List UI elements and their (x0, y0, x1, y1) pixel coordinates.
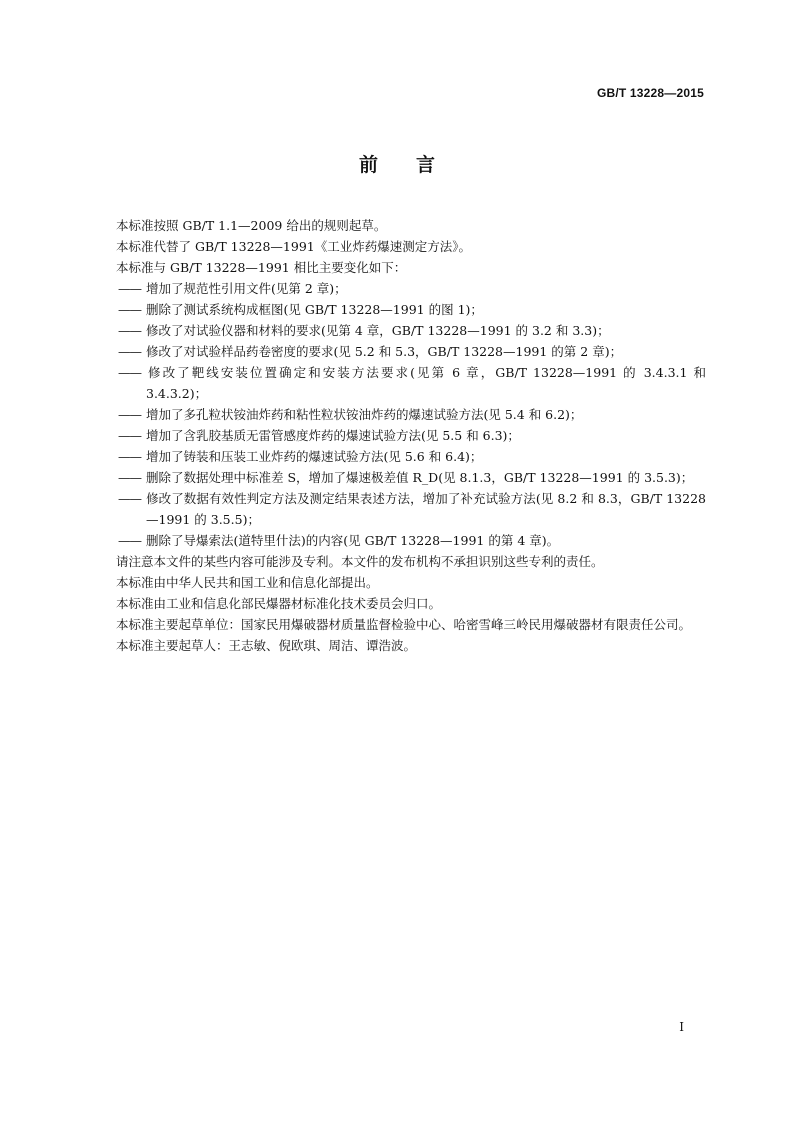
change-item-text: 删除了数据处理中标准差 S，增加了爆速极差值 R_D(见 8.1.3，GB/T 13228—1991 的 3.5.3)； (146, 470, 694, 485)
change-item (90, 341, 706, 362)
paragraph-changes-intro: 本标准与 GB/T 13228—1991 相比主要变化如下： (116, 260, 407, 275)
change-item (90, 320, 706, 341)
dash-marker: —— (118, 449, 141, 464)
dash-marker: —— (118, 428, 141, 443)
change-item (90, 362, 706, 404)
change-item (90, 425, 706, 446)
paragraph-centralized-by: 本标准由工业和信息化部民爆器材标准化技术委员会归口。 (116, 596, 442, 611)
change-item (90, 488, 706, 530)
page-title (0, 150, 794, 177)
paragraph-drafting-rules: 本标准按照 GB/T 1.1—2009 给出的规则起草。 (116, 218, 387, 233)
paragraph-drafting-units: 本标准主要起草单位：国家民用爆破器材质量监督检验中心、哈密雪峰三岭民用爆破器材有限责任公司。 (116, 617, 692, 632)
change-item (90, 278, 706, 299)
standard-number: GB/T 13228—2015 (596, 86, 704, 100)
change-item-text: 增加了铸装和压装工业炸药的爆速试验方法(见 5.6 和 6.4)； (146, 449, 483, 464)
change-item (90, 446, 706, 467)
change-item (90, 404, 706, 425)
page-number: I (679, 1020, 684, 1034)
page-title-char-1: 前 (358, 154, 378, 176)
dash-marker: —— (118, 323, 141, 338)
change-item (90, 299, 706, 320)
change-item-text: 删除了导爆索法(道特里什法)的内容(见 GB/T 13228—1991 的第 4 章)。 (146, 533, 560, 548)
change-item-text: 修改了数据有效性判定方法及测定结果表述方法，增加了补充试验方法(见 8.2 和 8.3，GB/T 13228—1991 的 3.5.5)； (146, 491, 706, 527)
change-item-text: 修改了靶线安装位置确定和安装方法要求(见第 6 章，GB/T 13228—1991 的 3.4.3.1 和 3.4.3.2)； (146, 365, 706, 401)
change-item-text: 修改了对试验样品药卷密度的要求(见 5.2 和 5.3，GB/T 13228—1991 的第 2 章)； (146, 344, 623, 359)
change-item-text: 增加了含乳胶基质无雷管感度炸药的爆速试验方法(见 5.5 和 6.3)； (146, 428, 520, 443)
change-item-text: 增加了规范性引用文件(见第 2 章)； (146, 281, 347, 296)
change-item-text: 增加了多孔粒状铵油炸药和粘性粒状铵油炸药的爆速试验方法(见 5.4 和 6.2)； (146, 407, 583, 422)
change-item-text: 删除了测试系统构成框图(见 GB/T 13228—1991 的图 1)； (146, 302, 483, 317)
dash-marker: —— (118, 470, 141, 485)
change-item (90, 467, 706, 488)
change-item-text: 修改了对试验仪器和材料的要求(见第 4 章，GB/T 13228—1991 的 3.2 和 3.3)； (146, 323, 610, 338)
paragraph-drafters: 本标准主要起草人：王志敏、倪欧琪、周洁、谭浩波。 (116, 638, 417, 653)
paragraph-proposed-by: 本标准由中华人民共和国工业和信息化部提出。 (116, 575, 379, 590)
dash-marker: —— (118, 407, 141, 422)
dash-marker: —— (118, 365, 141, 380)
dash-marker: —— (118, 491, 141, 506)
dash-marker: —— (118, 344, 141, 359)
dash-marker: —— (118, 533, 141, 548)
change-item (90, 530, 706, 551)
paragraph-replaces: 本标准代替了 GB/T 13228—1991《工业炸药爆速测定方法》。 (116, 239, 471, 254)
foreword-body (90, 215, 706, 656)
page-title-char-2: 言 (416, 154, 436, 176)
dash-marker: —— (118, 302, 141, 317)
paragraph-patent-notice: 请注意本文件的某些内容可能涉及专利。本文件的发布机构不承担识别这些专利的责任。 (116, 554, 604, 569)
dash-marker: —— (118, 281, 141, 296)
